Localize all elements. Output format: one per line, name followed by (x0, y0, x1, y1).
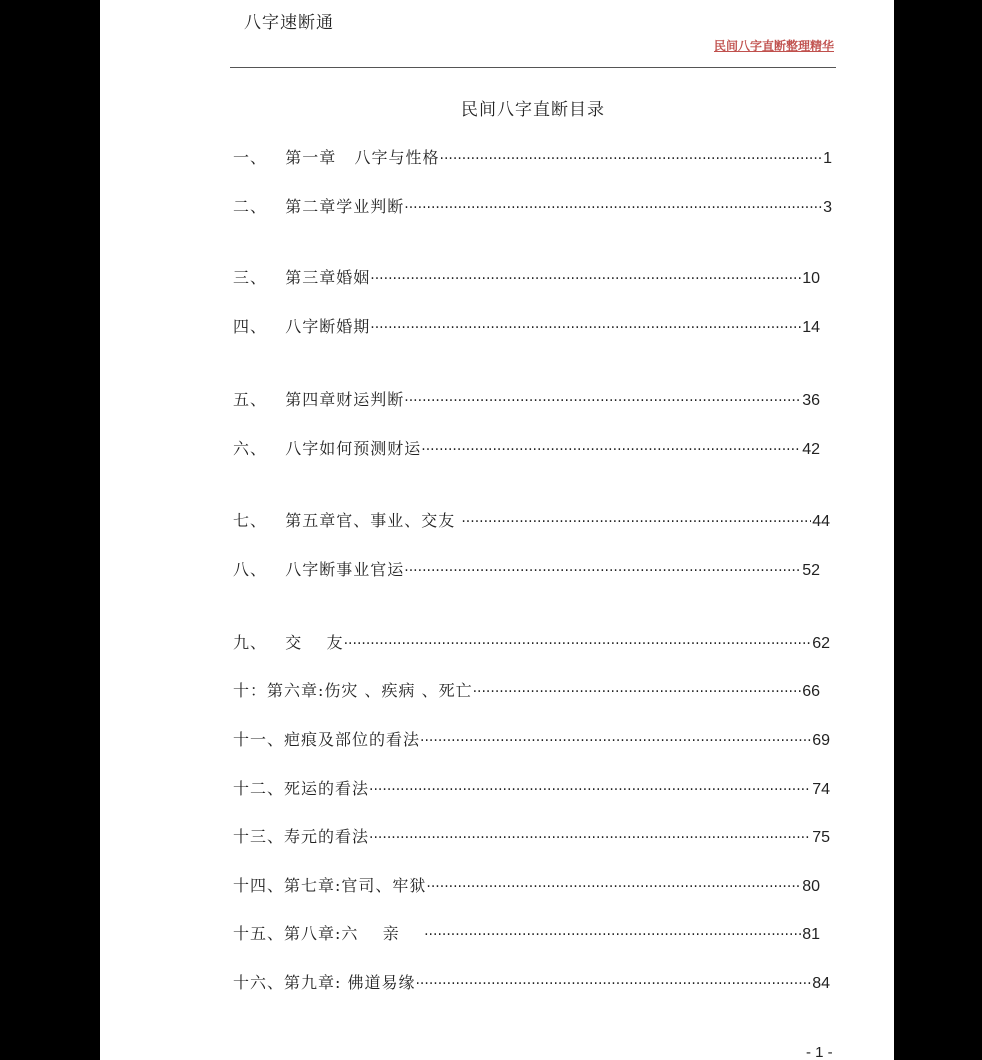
running-header-subtitle[interactable]: 民间八字直断整理精华 (713, 39, 834, 53)
toc-entry[interactable] (233, 727, 830, 751)
toc-entry[interactable] (233, 630, 830, 654)
toc-list (100, 0, 894, 1060)
toc-entry-page: 66 (802, 683, 820, 700)
toc-entry-label: 十六、第九章: 佛道易缘 (233, 973, 416, 992)
toc-dot-leader (404, 393, 801, 409)
toc-entry-label: 十一、疤痕及部位的看法 (233, 730, 421, 749)
toc-dot-leader (369, 830, 811, 846)
toc-entry-page: 52 (802, 562, 820, 579)
toc-entry[interactable] (233, 387, 820, 411)
toc-dot-leader (415, 976, 811, 992)
toc-entry-label: 二、 第二章学业判断 (233, 197, 405, 216)
toc-entry-label: 十四、第七章:官司、牢狱 (233, 876, 427, 895)
toc-dot-leader (369, 782, 811, 798)
toc-dot-leader (424, 927, 801, 943)
toc-entry-page: 80 (802, 878, 820, 895)
document-page (100, 0, 894, 1060)
toc-entry-page: 14 (802, 319, 820, 336)
toc-entry[interactable] (233, 265, 820, 289)
toc-entry-label: 三、 第三章婚姻 (233, 268, 371, 287)
toc-entry-label: 九、 交 友 (233, 633, 344, 652)
toc-entry-label: 十二、死运的看法 (233, 779, 370, 798)
toc-dot-leader (370, 320, 801, 336)
toc-entry[interactable] (233, 678, 820, 702)
toc-entry[interactable] (233, 873, 820, 897)
toc-entry[interactable] (233, 145, 832, 169)
toc-dot-leader (344, 636, 812, 652)
toc-entry-label: 十三、寿元的看法 (233, 827, 370, 846)
toc-entry[interactable] (233, 776, 830, 800)
toc-dot-leader (404, 563, 801, 579)
toc-entry[interactable] (233, 557, 820, 581)
toc-title: 民间八字直断目录 (461, 100, 605, 120)
toc-entry[interactable] (233, 314, 820, 338)
toc-dot-leader (420, 733, 811, 749)
toc-entry[interactable] (233, 508, 830, 532)
toc-entry-page: 84 (812, 975, 830, 992)
toc-entry-label: 一、 第一章 八字与性格 (233, 148, 440, 167)
toc-entry-page: 3 (823, 199, 832, 216)
toc-entry-page: 1 (823, 150, 832, 167)
toc-dot-leader (426, 879, 801, 895)
toc-entry-page: 69 (812, 732, 830, 749)
page-number: - 1 - (806, 1044, 833, 1060)
toc-dot-leader (473, 684, 802, 700)
toc-entry-page: 36 (802, 392, 820, 409)
toc-entry-page: 44 (812, 513, 830, 530)
toc-dot-leader (461, 514, 811, 530)
toc-entry-label: 八、 八字断事业官运 (233, 560, 405, 579)
toc-entry-label: 六、 八字如何预测财运 (233, 439, 422, 458)
toc-entry-page: 10 (802, 270, 820, 287)
toc-entry[interactable] (233, 824, 830, 848)
toc-entry-label: 七、 第五章官、事业、交友 (233, 511, 462, 530)
toc-dot-leader (421, 442, 801, 458)
toc-entry-page: 75 (812, 829, 830, 846)
toc-dot-leader (370, 271, 801, 287)
toc-entry-page: 42 (802, 441, 820, 458)
toc-entry-label: 四、 八字断婚期 (233, 317, 371, 336)
toc-entry-label: 十：第六章:伤灾 、疾病 、死亡 (233, 681, 473, 700)
toc-entry-page: 74 (812, 781, 830, 798)
toc-dot-leader (404, 200, 822, 216)
toc-entry-label: 五、 第四章财运判断 (233, 390, 405, 409)
toc-entry[interactable] (233, 921, 820, 945)
toc-entry[interactable] (233, 970, 830, 994)
toc-entry-page: 62 (812, 635, 830, 652)
toc-entry-label: 十五、第八章:六 亲 (233, 924, 425, 943)
toc-entry-page: 81 (802, 926, 820, 943)
running-header-title: 八字速断通 (244, 13, 334, 33)
toc-entry[interactable] (233, 436, 820, 460)
toc-dot-leader (440, 151, 823, 167)
toc-entry[interactable] (233, 194, 832, 218)
